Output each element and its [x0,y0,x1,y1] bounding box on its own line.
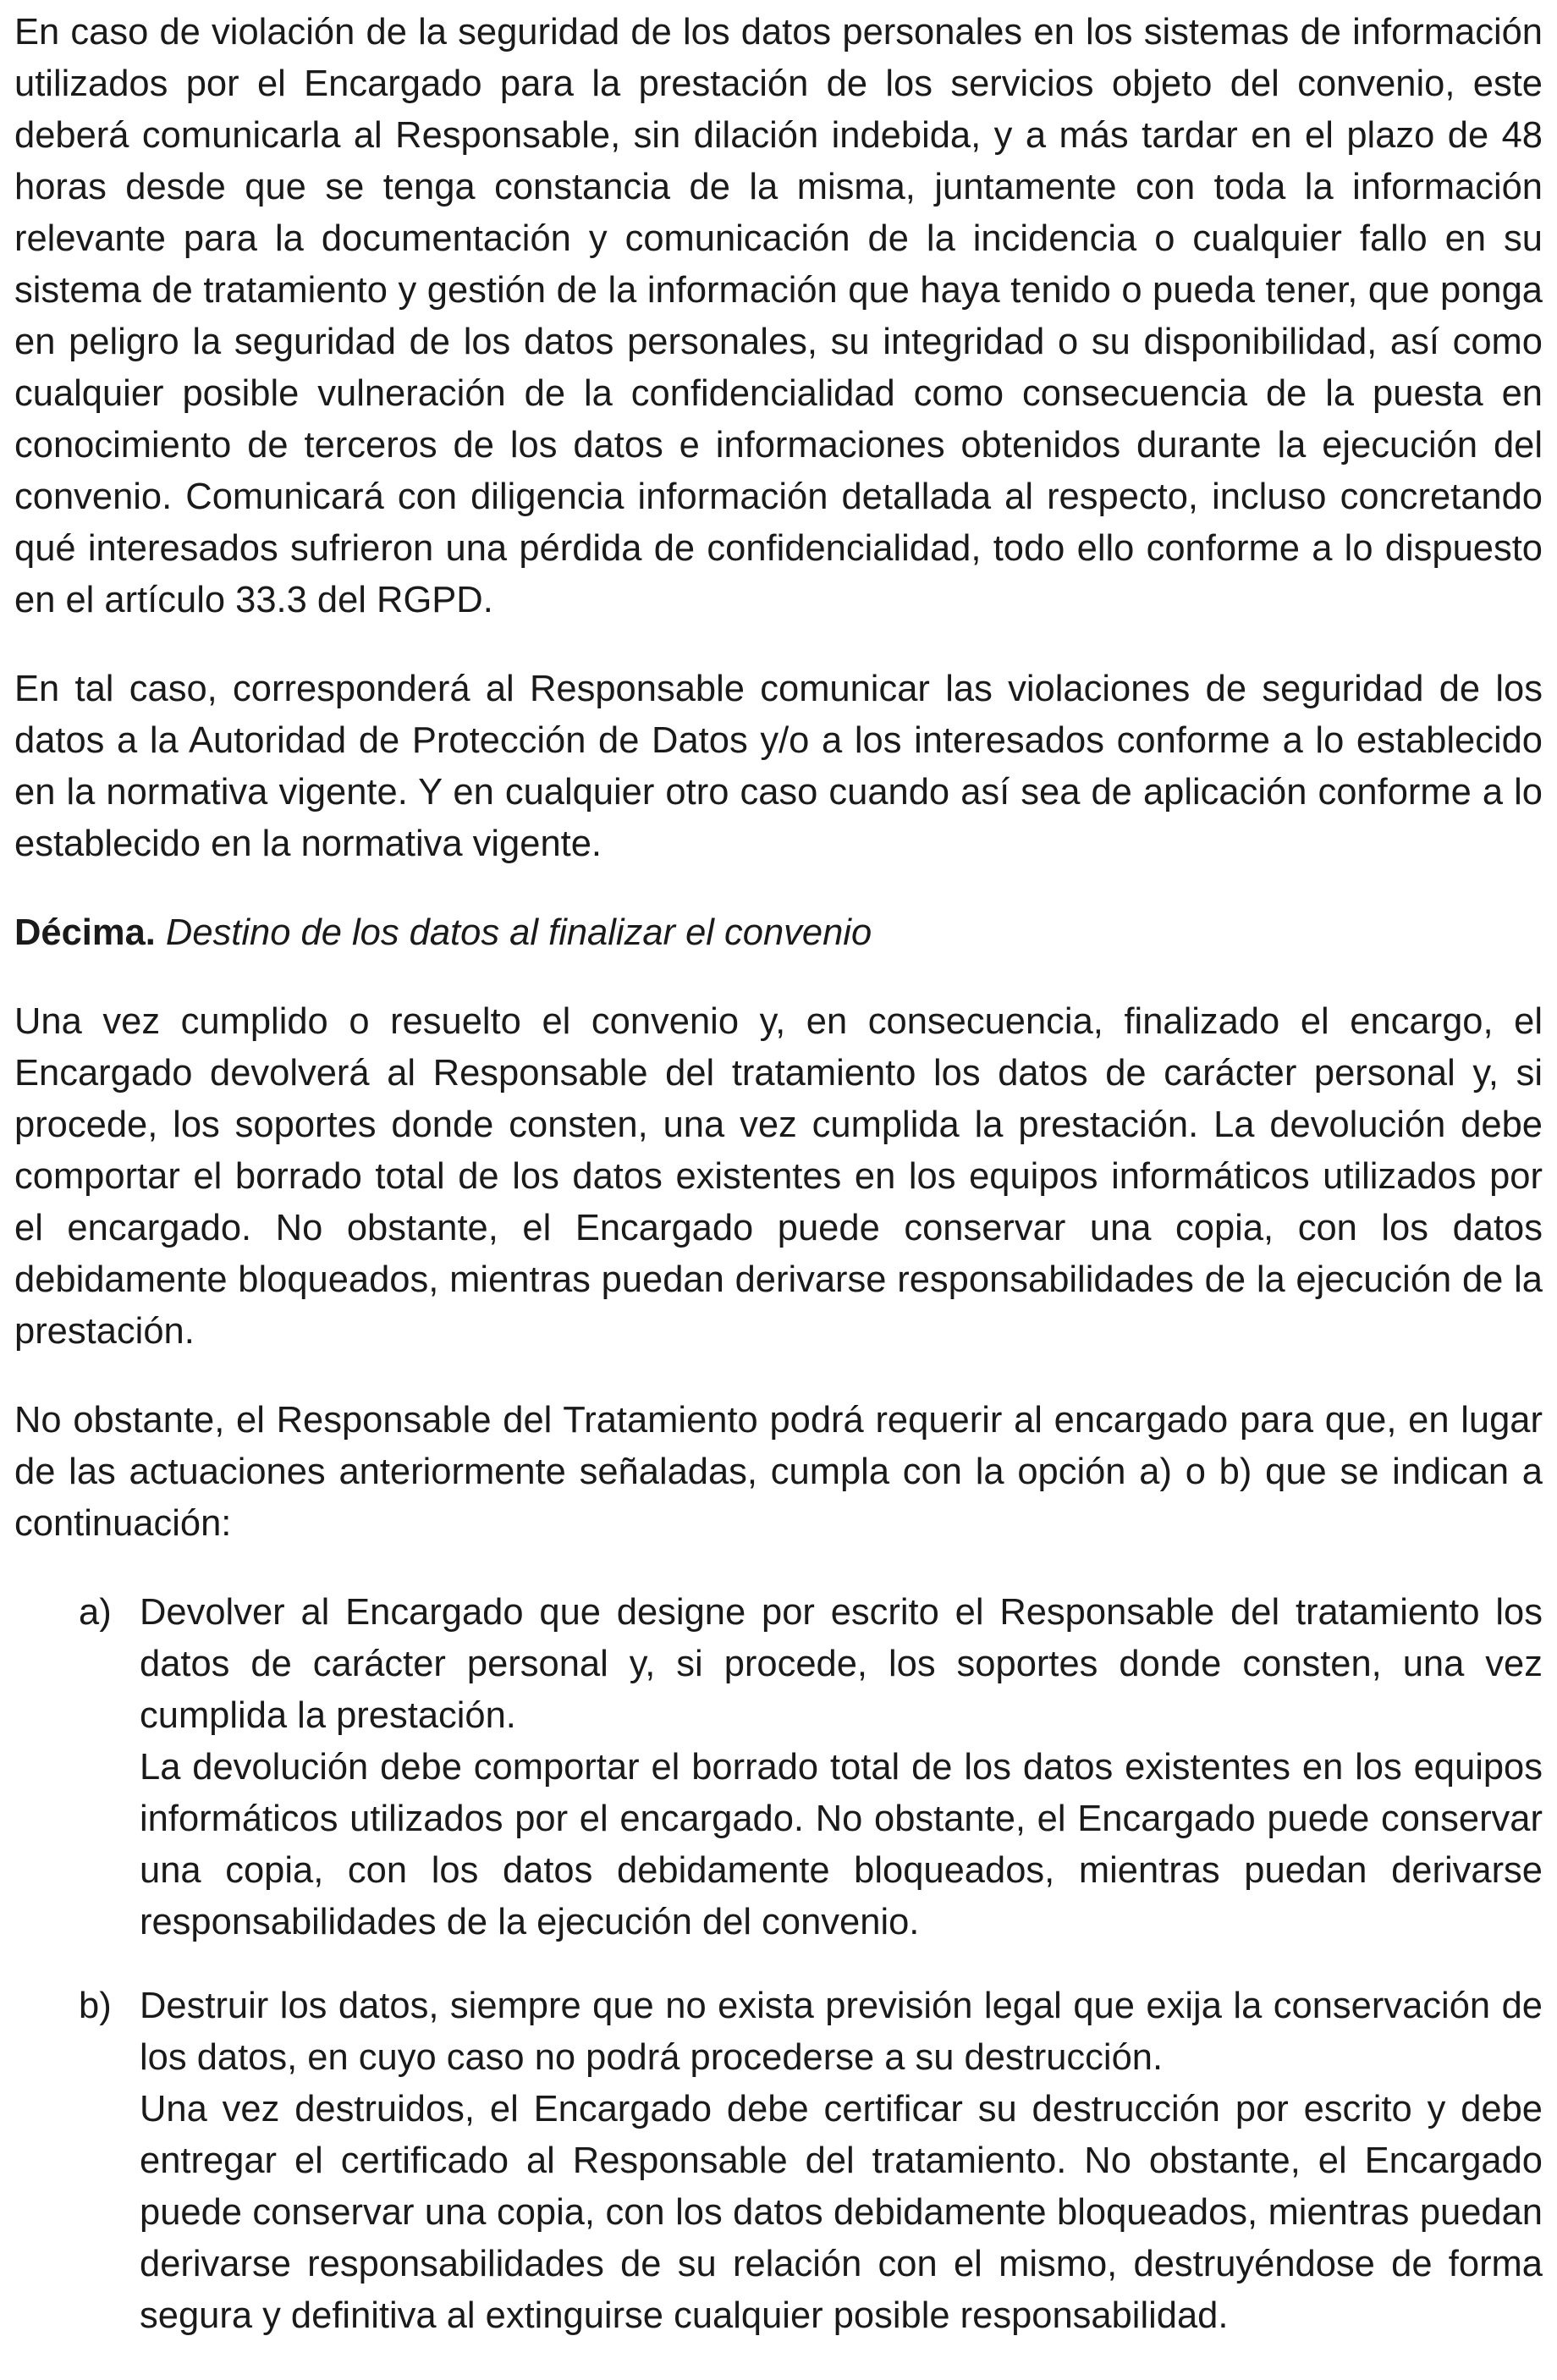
list-marker: a) [79,1592,112,1633]
list-item-text: La devolución debe comportar el borrado total de los datos existentes en los equipos informáticos utilizados por el encargado. No obstante, el Encargado puede conservar una copia, con los datos debidamente bloqueados, mientras puedan derivarse responsabilidades de la ejecución del convenio. [140,1747,1543,1942]
list-marker: b) [79,1986,112,2026]
list-item-text: Una vez destruidos, el Encargado debe certificar su destrucción por escrito y debe entregar el certificado al Responsable del tratamiento. No obstante, el Encargado puede conservar una copia, con los datos debidamente bloqueados, mientras puedan derivarse responsabilidades de su relación con el mismo, destruyéndose de forma segura y definitiva al extinguirse cualquier posible responsabilidad. [140,2089,1543,2336]
list-item-body [140,1981,1543,2342]
section-heading-label: Décima. [14,912,156,953]
paragraph-security-breach: En caso de violación de la seguridad de los datos personales en los sistemas de información utilizados por el Encargado para la prestación de los servicios objeto del convenio, este deberá comunicarla al Responsable, sin dilación indebida, y a más tardar en el plazo de 48 horas desde que se tenga constancia de la misma, juntamente con toda la información relevante para la documentación y comunicación de la incidencia o cualquier fallo en su sistema de tratamiento y gestión de la información que haya tenido o pueda tener, que ponga en peligro la seguridad de los datos personales, su integridad o su disponibilidad, así como cualquier posible vulneración de la confidencialidad como consecuencia de la puesta en conocimiento de terceros de los datos e informaciones obtenidos durante la ejecución del convenio. Comunicará con diligencia información detallada al respecto, incluso concretando qué interesados sufrieron una pérdida de confidencialidad, todo ello conforme a lo dispuesto en el artículo 33.3 del RGPD. [14,12,1543,620]
list-item-body [140,1587,1543,1948]
paragraph-options-intro: No obstante, el Responsable del Tratamiento podrá requerir al encargado para que, en lugar de las actuaciones anteriormente señaladas, cumpla con la opción a) o b) que se indican a continuación: [14,1400,1543,1544]
list-item-option-a [14,1587,1543,1948]
section-heading-title: Destino de los datos al finalizar el convenio [155,912,872,953]
section-heading [14,907,1543,959]
list-item-option-b [14,1981,1543,2342]
list-item-text: Devolver al Encargado que designe por escrito el Responsable del tratamiento los datos de carácter personal y, si procede, los soportes donde consten, una vez cumplida la prestación. [140,1592,1543,1736]
paragraph-responsible-notification: En tal caso, corresponderá al Responsable comunicar las violaciones de seguridad de los datos a la Autoridad de Protección de Datos y/o a los interesados conforme a lo establecido en la normativa vigente. Y en cualquier otro caso cuando así sea de aplicación conforme a lo establecido en la normativa vigente. [14,669,1543,864]
list-item-text: Destruir los datos, siempre que no exista previsión legal que exija la conservación de los datos, en cuyo caso no podrá procederse a su destrucción. [140,1986,1543,2078]
paragraph-data-return: Una vez cumplido o resuelto el convenio y, en consecuencia, finalizado el encargo, el Encargado devolverá al Responsable del tratamiento los datos de carácter personal y, si procede, los soportes donde consten, una vez cumplida la prestación. La devolución debe comportar el borrado total de los datos existentes en los equipos informáticos utilizados por el encargado. No obstante, el Encargado puede conservar una copia, con los datos debidamente bloqueados, mientras puedan derivarse responsabilidades de la ejecución de la prestación. [14,1001,1543,1352]
document-page [14,0,1543,2342]
